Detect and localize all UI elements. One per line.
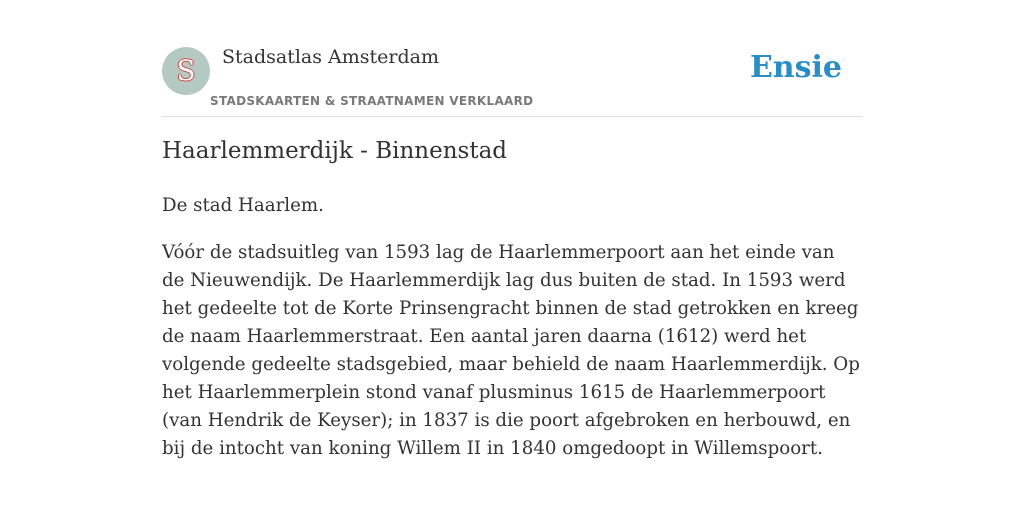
site-header — [162, 46, 862, 117]
ensie-logo-link[interactable]: Ensie — [749, 50, 842, 85]
site-name[interactable]: Stadsatlas Amsterdam — [222, 46, 440, 68]
entry-content — [162, 192, 862, 482]
entry-paragraph: De stad Haarlem. — [162, 195, 324, 216]
site-tagline: STADSKAARTEN & STRAATNAMEN VERKLAARD — [210, 94, 534, 108]
entry-paragraph: Vóór de stadsuitleg van 1593 lag de Haarlemmerpoort aan het einde van de Nieuwendijk. De Haarlemmerdijk lag dus buiten de stad. In 1593 werd het gedeelte tot de Korte Prinsengracht binnen de stad getrokken en kreeg de naam Haarlemmerstraat. Een aantal jaren daarna (1612) werd het volgende gedeelte stadsgebied, maar behield de naam Haarlemmerdijk. Op het Haarlemmerplein stond vanaf plusminus 1615 de Haarlemmerpoort (van Hendrik de Keyser); in 1837 is die poort afgebroken en herbouwd, en bij de intocht van koning Willem II in 1840 omgedoopt in Willemspoort. — [162, 242, 860, 459]
site-avatar[interactable]: S — [162, 47, 210, 95]
entry-title: Haarlemmerdijk - Binnenstad — [162, 138, 507, 164]
